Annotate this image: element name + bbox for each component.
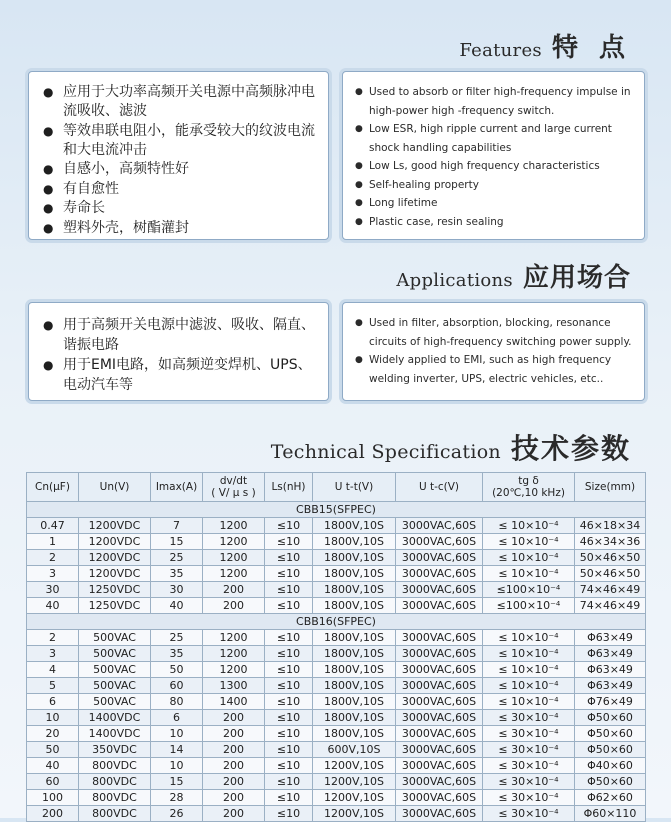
table-cell: ≤10 (265, 742, 313, 758)
column-header: Cn(μF) (27, 473, 79, 502)
table-row (27, 790, 646, 806)
table-cell: ≤ 30×10⁻⁴ (483, 758, 575, 774)
table-cell: 1800V,10S (313, 694, 396, 710)
table-cell: 30 (151, 582, 203, 598)
table-cell: 1250VDC (79, 582, 151, 598)
applications-en-box (342, 302, 645, 401)
table-cell: ≤10 (265, 582, 313, 598)
table-cell: 30 (27, 582, 79, 598)
table-cell: ≤10 (265, 598, 313, 614)
table-cell: ≤ 10×10⁻⁴ (483, 678, 575, 694)
table-cell: ≤ 10×10⁻⁴ (483, 646, 575, 662)
table-cell: 200 (203, 598, 265, 614)
table-cell: 3000VAC,60S (396, 630, 483, 646)
table-cell: 40 (27, 758, 79, 774)
table-row (27, 582, 646, 598)
table-row (27, 646, 646, 662)
table-cell: 500VAC (79, 646, 151, 662)
table-row (27, 742, 646, 758)
table-cell: 100 (27, 790, 79, 806)
table-cell: 3000VAC,60S (396, 646, 483, 662)
table-cell: 50 (151, 662, 203, 678)
table-cell: Φ63×49 (575, 646, 646, 662)
bullet-item: ● Low ESR, high ripple current and large current shock handling capabilities (355, 120, 636, 157)
table-cell: ≤100×10⁻⁴ (483, 582, 575, 598)
applications-en-list (355, 314, 636, 388)
table-cell: ≤10 (265, 662, 313, 678)
features-cn-list (43, 83, 318, 238)
table-cell: 10 (151, 758, 203, 774)
spec-table (26, 472, 646, 822)
applications-cn-list (43, 315, 318, 395)
table-cell: 50×46×50 (575, 566, 646, 582)
table-cell: 20 (27, 726, 79, 742)
table-cell: 3000VAC,60S (396, 678, 483, 694)
table-cell: 1200VDC (79, 566, 151, 582)
table-cell: 1400 (203, 694, 265, 710)
table-cell: 200 (203, 726, 265, 742)
table-cell: Φ60×110 (575, 806, 646, 822)
table-cell: 74×46×49 (575, 582, 646, 598)
table-cell: 1800V,10S (313, 726, 396, 742)
table-cell: 1200VDC (79, 550, 151, 566)
table-cell: Φ62×60 (575, 790, 646, 806)
series-name: CBB15(SFPEC) (27, 502, 646, 518)
table-cell: Φ50×60 (575, 726, 646, 742)
table-cell: 800VDC (79, 790, 151, 806)
table-cell: 60 (151, 678, 203, 694)
table-cell: 3000VAC,60S (396, 534, 483, 550)
table-row (27, 630, 646, 646)
table-cell: 28 (151, 790, 203, 806)
table-cell: 3000VAC,60S (396, 758, 483, 774)
table-cell: 200 (203, 710, 265, 726)
table-row (27, 710, 646, 726)
table-cell: 5 (27, 678, 79, 694)
table-cell: 1800V,10S (313, 678, 396, 694)
table-cell: Φ50×60 (575, 774, 646, 790)
table-cell: ≤ 10×10⁻⁴ (483, 534, 575, 550)
table-cell: 200 (27, 806, 79, 822)
table-cell: ≤ 10×10⁻⁴ (483, 518, 575, 534)
table-cell: ≤10 (265, 534, 313, 550)
table-cell: ≤10 (265, 550, 313, 566)
column-header: tg δ (20℃,10 kHz) (483, 473, 575, 502)
table-cell: 6 (151, 710, 203, 726)
table-row (27, 774, 646, 790)
table-cell: 15 (151, 534, 203, 550)
table-cell: 3 (27, 646, 79, 662)
table-cell: 4 (27, 662, 79, 678)
table-cell: 3000VAC,60S (396, 710, 483, 726)
column-header: Ls(nH) (265, 473, 313, 502)
applications-title-cn: 应用场合 (522, 263, 631, 293)
applications-cn-box (28, 302, 329, 401)
series-name: CBB16(SFPEC) (27, 614, 646, 630)
table-row (27, 534, 646, 550)
table-cell: ≤100×10⁻⁴ (483, 598, 575, 614)
table-row (27, 726, 646, 742)
table-cell: 1200 (203, 518, 265, 534)
table-cell: 50×46×50 (575, 550, 646, 566)
table-cell: 40 (151, 598, 203, 614)
table-cell: 200 (203, 774, 265, 790)
table-cell: ≤ 10×10⁻⁴ (483, 630, 575, 646)
table-row (27, 598, 646, 614)
table-cell: ≤10 (265, 694, 313, 710)
table-row (27, 550, 646, 566)
table-row (27, 518, 646, 534)
table-cell: 7 (151, 518, 203, 534)
table-cell: 200 (203, 806, 265, 822)
bullet-item: ● Self-healing property (355, 176, 636, 195)
table-cell: 1200 (203, 534, 265, 550)
table-cell: 1800V,10S (313, 550, 396, 566)
applications-title-en: Applications (396, 270, 513, 291)
bullet-item: ● Long lifetime (355, 194, 636, 213)
table-row (27, 694, 646, 710)
table-cell: 60 (27, 774, 79, 790)
features-title-cn: 特 点 (551, 33, 631, 63)
table-cell: Φ50×60 (575, 742, 646, 758)
series-group-row (27, 502, 646, 518)
table-cell: Φ63×49 (575, 662, 646, 678)
table-cell: ≤ 30×10⁻⁴ (483, 790, 575, 806)
table-cell: 1300 (203, 678, 265, 694)
table-cell: 1200VDC (79, 518, 151, 534)
table-cell: ≤10 (265, 630, 313, 646)
table-cell: 1200 (203, 630, 265, 646)
spec-body (27, 502, 646, 822)
table-cell: ≤10 (265, 774, 313, 790)
table-cell: ≤10 (265, 790, 313, 806)
bullet-item: ● Used in filter, absorption, blocking, resonance circuits of high-frequency switching power supply. (355, 314, 636, 351)
bullet-item: ● Used to absorb or filter high-frequency impulse in high-power high -frequency switch. (355, 83, 636, 120)
table-cell: 14 (151, 742, 203, 758)
table-cell: Φ63×49 (575, 678, 646, 694)
table-cell: 2 (27, 550, 79, 566)
bullet-item: ● Plastic case, resin sealing (355, 213, 636, 232)
table-cell: ≤10 (265, 518, 313, 534)
table-row (27, 662, 646, 678)
table-cell: 1200V,10S (313, 774, 396, 790)
table-cell: 200 (203, 758, 265, 774)
table-row (27, 806, 646, 822)
table-cell: Φ76×49 (575, 694, 646, 710)
table-cell: 1800V,10S (313, 662, 396, 678)
bullet-item: ● 应用于大功率高频开关电源中高频脉冲电流吸收、滤波 (43, 83, 318, 121)
table-cell: ≤ 10×10⁻⁴ (483, 694, 575, 710)
table-cell: 1800V,10S (313, 646, 396, 662)
table-cell: 46×34×36 (575, 534, 646, 550)
table-cell: ≤ 10×10⁻⁴ (483, 662, 575, 678)
table-cell: 1200 (203, 566, 265, 582)
table-cell: 3000VAC,60S (396, 550, 483, 566)
table-cell: 3000VAC,60S (396, 694, 483, 710)
column-header: Un(V) (79, 473, 151, 502)
features-title-en: Features (459, 40, 542, 61)
table-cell: 74×46×49 (575, 598, 646, 614)
table-cell: 1800V,10S (313, 582, 396, 598)
table-cell: ≤ 30×10⁻⁴ (483, 726, 575, 742)
table-cell: 1800V,10S (313, 630, 396, 646)
table-cell: ≤ 10×10⁻⁴ (483, 550, 575, 566)
table-cell: 35 (151, 646, 203, 662)
bullet-item: ● 用于高频开关电源中滤波、吸收、隔直、谐振电路 (43, 315, 318, 355)
table-cell: 40 (27, 598, 79, 614)
table-cell: ≤10 (265, 566, 313, 582)
table-cell: ≤10 (265, 710, 313, 726)
column-header: Imax(A) (151, 473, 203, 502)
bullet-item: ● Low Ls, good high frequency characteristics (355, 157, 636, 176)
table-cell: 3000VAC,60S (396, 566, 483, 582)
table-cell: 1400VDC (79, 710, 151, 726)
table-cell: 200 (203, 582, 265, 598)
table-cell: 1250VDC (79, 598, 151, 614)
table-cell: 3000VAC,60S (396, 790, 483, 806)
table-cell: ≤10 (265, 726, 313, 742)
bullet-item: ● 寿命长 (43, 199, 318, 218)
table-cell: 26 (151, 806, 203, 822)
features-en-list (355, 83, 636, 231)
table-row (27, 758, 646, 774)
applications-title (396, 257, 631, 294)
column-header: U t-t(V) (313, 473, 396, 502)
table-cell: 1400VDC (79, 726, 151, 742)
spec-title (271, 427, 631, 467)
table-cell: 1200 (203, 646, 265, 662)
table-cell: 25 (151, 630, 203, 646)
table-cell: ≤ 30×10⁻⁴ (483, 742, 575, 758)
table-cell: 1200V,10S (313, 790, 396, 806)
table-cell: 500VAC (79, 630, 151, 646)
table-row (27, 678, 646, 694)
table-cell: 3000VAC,60S (396, 742, 483, 758)
table-cell: Φ50×60 (575, 710, 646, 726)
table-cell: 46×18×34 (575, 518, 646, 534)
table-cell: 0.47 (27, 518, 79, 534)
table-cell: 1 (27, 534, 79, 550)
table-cell: 1800V,10S (313, 710, 396, 726)
table-cell: ≤ 30×10⁻⁴ (483, 806, 575, 822)
features-cn-box (28, 71, 329, 240)
features-en-box (342, 71, 645, 240)
column-header: dv/dt ( V/ μ s ) (203, 473, 265, 502)
table-cell: 1800V,10S (313, 534, 396, 550)
table-cell: 6 (27, 694, 79, 710)
table-cell: ≤ 30×10⁻⁴ (483, 710, 575, 726)
column-header: Size(mm) (575, 473, 646, 502)
bullet-item: ● 自感小，高频特性好 (43, 160, 318, 179)
column-header: U t-c(V) (396, 473, 483, 502)
bullet-item: ● Widely applied to EMI, such as high frequency welding inverter, UPS, electric vehicles, etc.. (355, 351, 636, 388)
table-cell: 500VAC (79, 678, 151, 694)
table-cell: 3000VAC,60S (396, 518, 483, 534)
table-cell: 1800V,10S (313, 566, 396, 582)
table-cell: 1800V,10S (313, 518, 396, 534)
table-cell: 25 (151, 550, 203, 566)
table-cell: 1200 (203, 550, 265, 566)
table-cell: 3000VAC,60S (396, 662, 483, 678)
table-cell: 15 (151, 774, 203, 790)
table-cell: 600V,10S (313, 742, 396, 758)
table-cell: ≤10 (265, 806, 313, 822)
table-cell: ≤10 (265, 678, 313, 694)
table-cell: 80 (151, 694, 203, 710)
table-cell: 350VDC (79, 742, 151, 758)
table-cell: 800VDC (79, 758, 151, 774)
bullet-item: ● 有自愈性 (43, 180, 318, 199)
table-cell: 200 (203, 790, 265, 806)
table-cell: 35 (151, 566, 203, 582)
table-cell: 1800V,10S (313, 598, 396, 614)
table-row (27, 566, 646, 582)
table-cell: 3 (27, 566, 79, 582)
table-cell: 800VDC (79, 774, 151, 790)
features-title (459, 27, 631, 64)
spec-title-cn: 技术参数 (510, 432, 631, 465)
table-cell: 10 (27, 710, 79, 726)
table-cell: 1200 (203, 662, 265, 678)
table-cell: 50 (27, 742, 79, 758)
spec-title-en: Technical Specification (270, 441, 501, 463)
table-cell: 3000VAC,60S (396, 598, 483, 614)
series-group-row (27, 614, 646, 630)
table-cell: 500VAC (79, 662, 151, 678)
table-cell: ≤ 30×10⁻⁴ (483, 774, 575, 790)
table-cell: 1200V,10S (313, 758, 396, 774)
table-cell: 10 (151, 726, 203, 742)
table-cell: 500VAC (79, 694, 151, 710)
table-cell: 3000VAC,60S (396, 582, 483, 598)
table-cell: 800VDC (79, 806, 151, 822)
table-cell: 2 (27, 630, 79, 646)
bullet-item: ● 等效串联电阻小，能承受较大的纹波电流和大电流冲击 (43, 122, 318, 160)
table-cell: 3000VAC,60S (396, 806, 483, 822)
spec-header-row (27, 473, 646, 502)
table-cell: Φ63×49 (575, 630, 646, 646)
bullet-item: ● 塑料外壳，树酯灌封 (43, 219, 318, 238)
table-cell: 1200V,10S (313, 806, 396, 822)
table-cell: 3000VAC,60S (396, 774, 483, 790)
table-cell: 200 (203, 742, 265, 758)
table-cell: ≤10 (265, 646, 313, 662)
table-cell: ≤ 10×10⁻⁴ (483, 566, 575, 582)
table-cell: ≤10 (265, 758, 313, 774)
table-cell: 1200VDC (79, 534, 151, 550)
table-cell: Φ40×60 (575, 758, 646, 774)
table-cell: 3000VAC,60S (396, 726, 483, 742)
bullet-item: ● 用于EMI电路，如高频逆变焊机、UPS、电动汽车等 (43, 355, 318, 395)
